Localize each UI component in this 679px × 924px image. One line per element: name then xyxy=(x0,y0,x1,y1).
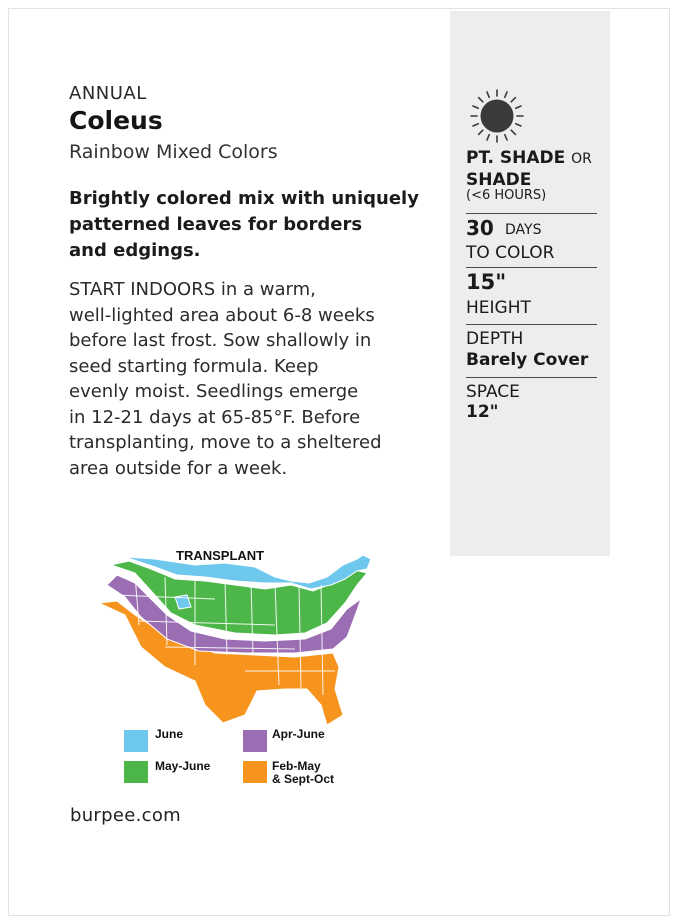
plant-name: Coleus xyxy=(69,106,163,135)
instruction-line: evenly moist. Seedlings emerge xyxy=(69,381,359,402)
sun-icon xyxy=(469,88,525,144)
space-label: SPACE xyxy=(466,382,520,402)
instruction-line: seed starting formula. Keep xyxy=(69,355,319,377)
legend-label-line: & Sept-Oct xyxy=(272,772,335,786)
description xyxy=(69,186,419,264)
description-line: Brightly colored mix with uniquely xyxy=(69,188,419,209)
legend-swatch-june xyxy=(124,730,148,752)
height-value: 15" xyxy=(466,270,507,294)
website-link[interactable]: burpee.com xyxy=(70,805,181,826)
instruction-line: well-lighted area about 6-8 weeks xyxy=(69,304,375,326)
description-line: patterned leaves for borders xyxy=(69,214,363,235)
instruction-line: START INDOORS in a warm, xyxy=(69,279,316,300)
days-unit: DAYS xyxy=(505,222,542,238)
legend-label-feb-may xyxy=(272,760,334,786)
days-label: TO COLOR xyxy=(466,243,555,263)
sun-requirement-or: OR xyxy=(571,151,592,167)
height-label: HEIGHT xyxy=(466,298,531,318)
legend-swatch-may-june xyxy=(124,761,148,783)
us-transplant-map xyxy=(95,555,385,725)
instruction-line: before last frost. Sow shallowly in xyxy=(69,330,372,351)
sun-requirement-secondary: SHADE xyxy=(466,170,532,190)
legend-label-june: June xyxy=(155,727,184,741)
instruction-line: area outside for a week. xyxy=(69,457,288,479)
divider xyxy=(466,324,597,325)
instruction-line: in 12-21 days at 65-85°F. Before xyxy=(69,406,361,428)
description-line: and edgings. xyxy=(69,240,201,261)
space-value: 12" xyxy=(466,402,499,422)
depth-value: Barely Cover xyxy=(466,350,589,370)
sun-hours: (<6 HOURS) xyxy=(466,188,547,203)
plant-variety: Rainbow Mixed Colors xyxy=(69,141,278,163)
legend-swatch-feb-may xyxy=(243,761,267,783)
divider xyxy=(466,267,597,268)
legend-label-apr-june: Apr-June xyxy=(272,727,325,741)
growing-instructions xyxy=(69,277,382,481)
legend-swatch-apr-june xyxy=(243,730,267,752)
map-title: TRANSPLANT xyxy=(176,548,265,563)
divider xyxy=(466,213,597,214)
sun-requirement-primary: PT. SHADE xyxy=(466,148,566,168)
instruction-line: transplanting, move to a sheltered xyxy=(69,432,382,453)
sun-requirement xyxy=(466,148,592,168)
depth-label: DEPTH xyxy=(466,329,524,349)
plant-type: ANNUAL xyxy=(69,83,147,104)
divider xyxy=(466,377,597,378)
legend-label-may-june: May-June xyxy=(155,759,211,773)
days-value: 30 xyxy=(466,216,494,240)
legend-label-line: Feb-May xyxy=(272,759,321,773)
